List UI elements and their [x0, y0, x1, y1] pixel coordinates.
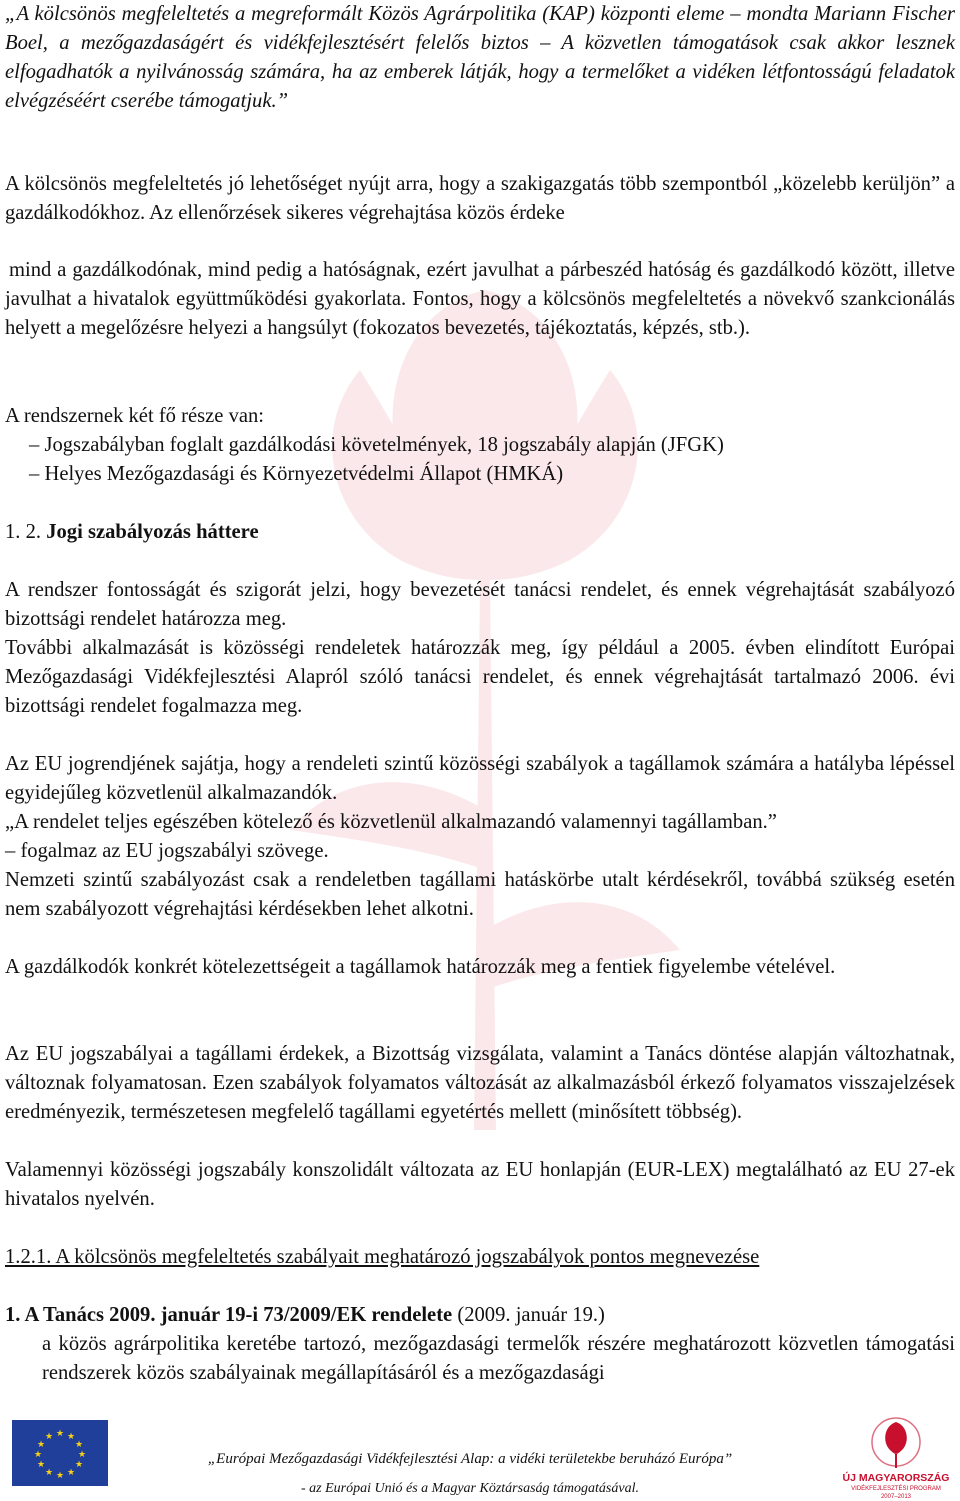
section-title: Jogi szabályozás háttere — [46, 521, 259, 543]
regulation-name: 1. A Tanács 2009. január 19-i 73/2009/EK rendelete — [5, 1304, 453, 1326]
svg-text:★: ★ — [74, 1460, 84, 1470]
svg-text:★: ★ — [66, 1468, 76, 1478]
footer-slogan: „Európai Mezőgazdasági Vidékfejlesztési Alap: a vidéki területekbe beruházó Európa” — [207, 1451, 733, 1467]
regulation-date: (2009. január 19.) — [457, 1304, 605, 1326]
paragraph-eu-law-changes: Az EU jogszabályai a tagállami érdekek, a Bizottság vizsgálata, valamint a Tanács döntése alapján változhatnak, változnak folyamatosan. Ezen szabályok folyamatos változását az alkalmazásból érkező folyamatos visszajelzések eredményezik, természetesen megfelelő tagállami egyetértés mellett (minősített többség). — [5, 1043, 955, 1123]
list-item: – Helyes Mezőgazdasági és Környezetvédelmi Állapot (HMKÁ) — [29, 463, 564, 485]
svg-text:★: ★ — [44, 1468, 54, 1478]
svg-text:★: ★ — [66, 1432, 76, 1442]
svg-text:★: ★ — [55, 1429, 65, 1439]
paragraph-two-parts: A rendszernek két fő része van: — [5, 405, 265, 427]
paragraph-opportunity-text: A kölcsönös megfeleltetés jó lehetőséget nyújt arra, hogy a szakigazgatás több szempontból „közelebb kerüljön” a gazdálkodókhoz. — [5, 173, 955, 224]
paragraph-regulation-quote: „A rendelet teljes egészében kötelező és közvetlenül alkalmazandó valamennyi tagállamban.” — [5, 811, 777, 833]
parts-list — [5, 431, 955, 489]
logo-years: 2007–2013 — [880, 1494, 912, 1500]
svg-text:★: ★ — [36, 1440, 46, 1450]
svg-text:★: ★ — [44, 1432, 54, 1442]
regulation-item-title — [5, 1301, 955, 1330]
svg-text:★: ★ — [36, 1460, 46, 1470]
paragraph-eur-lex: Valamennyi közösségi jogszabály konszolidált változata az EU honlapján (EUR-LEX) megtalálható az EU 27-ek hivatalos nyelvén. — [5, 1159, 955, 1210]
svg-text:★: ★ — [74, 1440, 84, 1450]
page-footer — [0, 1410, 960, 1501]
paragraph-eu-legal-order: Az EU jogrendjének sajátja, hogy a rendeleti szintű közösségi szabályok a tagállamok számára a hatályba lépéssel egyidejűleg közvetlenül alkalmazandók. — [5, 753, 955, 804]
paragraph-opportunity — [5, 170, 955, 228]
subsection-heading-regulations: 1.2.1. A kölcsönös megfeleltetés szabályait meghatározó jogszabályok pontos megnevezése — [5, 1246, 760, 1268]
svg-text:★: ★ — [33, 1450, 43, 1460]
paragraph-eu-text: – fogalmaz az EU jogszabályi szövege. — [5, 840, 329, 862]
list-item: – Jogszabályban foglalt gazdálkodási követelmények, 18 jogszabály alapján (JFGK) — [29, 434, 724, 456]
paragraph-importance: A rendszer fontosságát és szigorát jelzi, hogy bevezetését tanácsi rendelet, és ennek végrehajtását szabályozó bizottsági rendelet határozza meg. — [5, 579, 955, 630]
paragraph-dialogue: mind a gazdálkodónak, mind pedig a hatóságnak, ezért javulhat a párbeszéd hatóság és gazdálkodó között, illetve javulhat a hivatalok együttműködési gyakorlata. Fontos, hogy a kölcsönös megfeleltetés a növekvő szankcionálás helyett a megelőzésre helyezi a hangsúlyt (fokozatos bevezetés, tájékoztatás, képzés, stb.). — [5, 259, 955, 339]
logo-subtitle: VIDÉKFEJLESZTÉSI PROGRAM — [851, 1486, 941, 1492]
svg-text:★: ★ — [55, 1471, 65, 1481]
regulation-item-description: a közös agrárpolitika keretébe tartozó, mezőgazdasági termelők részére meghatározott közvetlen támogatási rendszerek közös szabályainak megállapításáról és a mezőgazdasági — [42, 1333, 955, 1384]
paragraph-farmer-obligations: A gazdálkodók konkrét kötelezettségeit a tagállamok határozzák meg a fentiek figyelembe vételével. — [5, 956, 836, 978]
quote-paragraph: „A kölcsönös megfeleltetés a megreformált Közös Agrárpolitika (KAP) központi eleme – mondta Mariann Fischer Boel, a mezőgazdaságért és vidékfejlesztésért felelős biztos – A közvetlen támogatások csak akkor lesznek elfogadhatók a nyilvánosság számára, ha az emberek látják, hogy a termelőket a vidéken létfontosságú feladatok elvégzéséért cserébe támogatjuk.” — [5, 3, 955, 112]
paragraph-further-application: További alkalmazását is közösségi rendeletek határozzák meg, így például a 2005. évben elindított Európai Mezőgazdasági Vidékfejlesztési Alapról szóló tanácsi rendelet, és ennek végrehajtását tartalmazó 2006. évi bizottsági rendelet fogalmazza meg. — [5, 637, 955, 717]
paragraph-national-regulation: Nemzeti szintű szabályozást csak a rendeletben tagállami hatáskörbe utalt kérdésekről, továbbá szükség esetén nem szabályozott végrehajtási kérdésekben lehet alkotni. — [5, 869, 955, 920]
paragraph-common-interest: Az ellenőrzések sikeres végrehajtása közös érdeke — [149, 202, 565, 224]
svg-text:★: ★ — [77, 1450, 87, 1460]
logo-title: ÚJ MAGYARORSZÁG — [842, 1472, 950, 1484]
eu-flag-icon — [12, 1420, 108, 1486]
uj-magyarorszag-logo — [840, 1412, 952, 1500]
section-heading-legal-background — [5, 518, 955, 547]
section-number: 1. 2. — [5, 521, 42, 543]
footer-support-line: - az Európai Unió és a Magyar Köztársaság támogatásával. — [301, 1481, 639, 1496]
